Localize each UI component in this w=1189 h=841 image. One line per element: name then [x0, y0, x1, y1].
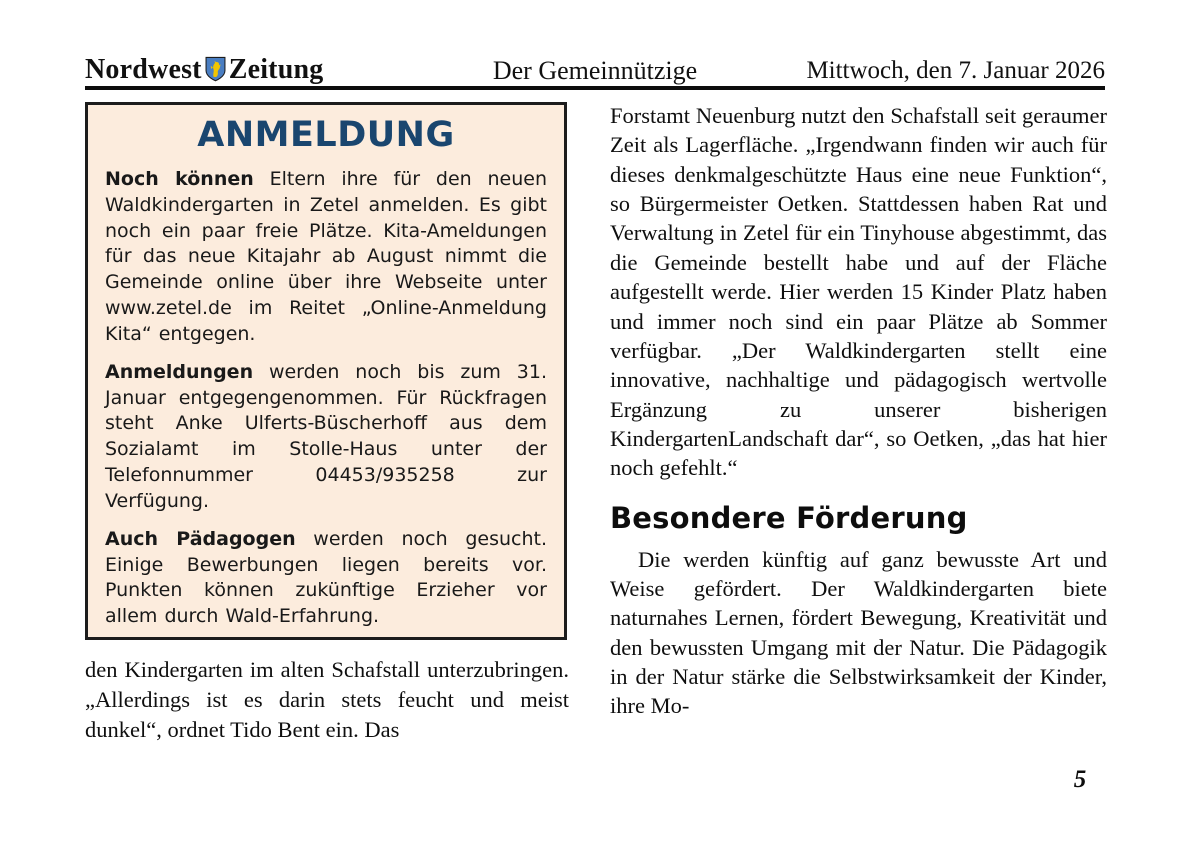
article-paragraph-2: Die werden künftig auf ganz bewusste Art und Weise gefördert. Der Waldkindergarten biete naturnahes Lernen, fördert Bewegung, Kreativität und den bewussten Umgang mit der Natur. Die Pädagogik in der Natur stärke die Selbstwirksamkeit der Kinder, ihre Mo- — [610, 546, 1107, 719]
paragraph-text: Eltern ihre für den neuen Waldkindergarten in Zetel anmelden. Es gibt noch ein paar freie Plätze. Kita-Ameldungen für das neue Kitajahr ab August nimmt die Gemeinde online über ihre Webseite unter www.zetel.de im Reitet „Online-Anmeldung Kita“ entgegen. — [105, 168, 547, 345]
paragraph-text: werden noch gesucht. Einige Bewerbungen liegen bereits vor. Punkten können zukünftige Erzieher vor allem durch Wald-Erfahrung. — [105, 527, 547, 628]
masthead-rule — [85, 86, 1105, 90]
paragraph-lead: Auch Pädagogen — [105, 527, 296, 550]
announcement-title: ANMELDUNG — [197, 115, 455, 155]
announcement-paragraph-1 — [105, 167, 547, 348]
paper-title-right: Zeitung — [228, 54, 324, 85]
page-number: 5 — [1073, 766, 1087, 793]
article-paragraph-1: Forstamt Neuenburg nutzt den Schafstall seit geraumer Zeit als Lagerfläche. „Irgendwann finden wir auch für dieses denkmalgeschützte Haus eine neue Funktion“, so Bürgermeister Oetken. Stattdessen haben Rat und Verwaltung in Zetel für ein Tinyhouse abgestimmt, das die Gemeinde bestellt habe und auf der Fläche aufgestellt werde. Hier werden 15 Kinder Platz haben und immer noch sind ein paar Plätze ab Sommer verfügbar. „Der Waldkindergarten stellt eine innovative, nachhaltige und pädagogisch wertvolle Ergänzung zu unserer bisherigen KindergartenLandschaft dar“, so Oetken, „das hat hier noch gefehlt.“ — [610, 103, 1107, 481]
right-column — [610, 101, 1107, 721]
announcement-paragraph-2 — [105, 360, 547, 515]
edition-title: Der Gemeinnützige — [492, 56, 698, 85]
left-column-paragraph: den Kindergarten im alten Schafstall unterzubringen. „Allerdings ist es darin stets feucht und meist dunkel“, ordnet Tido Bent ein. Das — [85, 657, 569, 743]
paragraph-lead: Anmeldungen — [105, 360, 254, 383]
section-heading: Besondere Förderung — [610, 500, 968, 535]
announcement-paragraph-3 — [105, 527, 547, 630]
paper-title-left: Nordwest — [85, 54, 202, 85]
paragraph-text: werden noch bis zum 31. Januar entgegengenommen. Für Rückfragen steht Anke Ulferts-Büscherhoff aus dem Sozialamt im Stolle-Haus unter der Telefonnummer 04453/935258 zur Verfügung. — [105, 360, 547, 512]
announcement-box — [85, 102, 567, 640]
paragraph-lead: Noch können — [105, 168, 254, 190]
issue-date: Mittwoch, den 7. Januar 2026 — [806, 57, 1105, 84]
